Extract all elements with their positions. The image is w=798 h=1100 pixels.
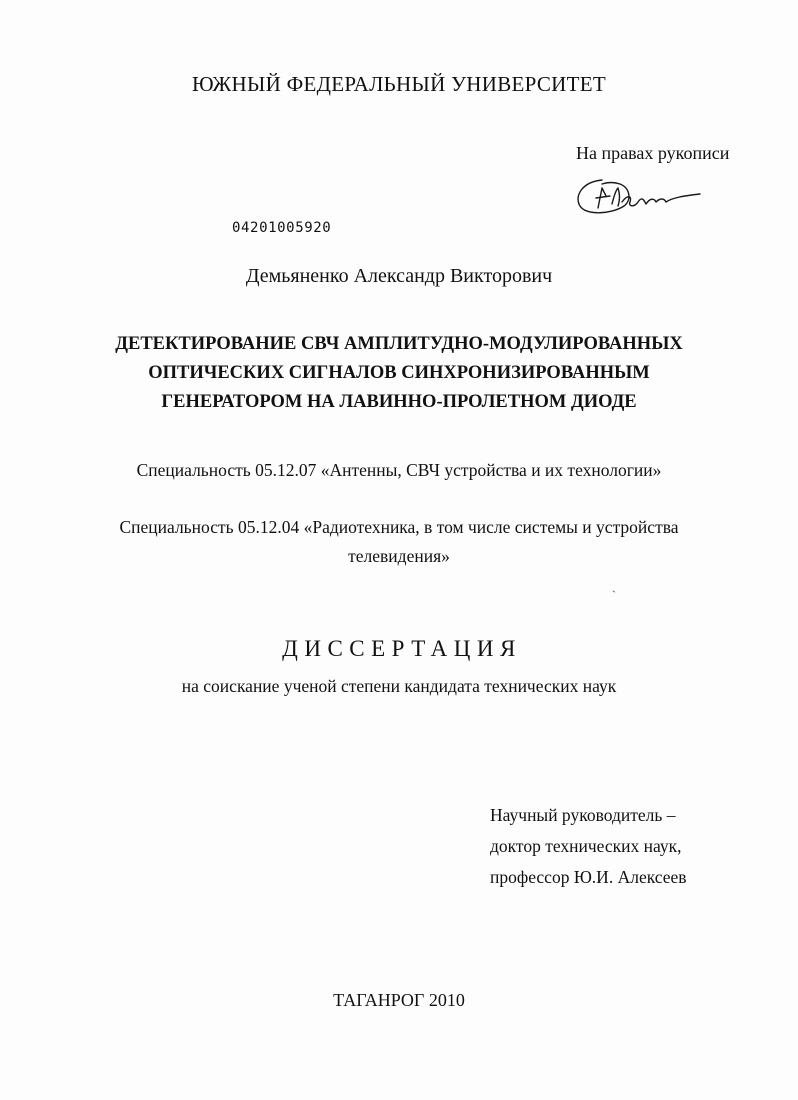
catalog-number: 04201005920 [232, 220, 332, 236]
specialty-second-line: телевидения» [348, 546, 450, 566]
specialty-second [0, 513, 798, 571]
document-type-heading: ДИССЕРТАЦИЯ [282, 636, 522, 661]
supervisor-role: Научный руководитель – [490, 805, 676, 825]
title-line: ГЕНЕРАТОРОМ НА ЛАВИННО-ПРОЛЕТНОМ ДИОДЕ [161, 392, 637, 412]
degree-sought: на соискание ученой степени кандидата технических наук [181, 676, 617, 696]
city-year: ТАГАНРОГ 2010 [333, 990, 465, 1010]
supervisor-block [490, 800, 687, 893]
supervisor-degree: доктор технических наук, [490, 836, 682, 856]
stray-pen-mark: ˋ [612, 588, 616, 602]
handwritten-signature [572, 166, 712, 222]
dissertation-title [0, 330, 798, 417]
title-line: ДЕТЕКТИРОВАНИЕ СВЧ АМПЛИТУДНО-МОДУЛИРОВАННЫХ [115, 334, 683, 354]
manuscript-note: На правах рукописи [576, 143, 730, 163]
author-name: Демьяненко Александр Викторович [245, 265, 553, 287]
specialty-first: Специальность 05.12.07 «Антенны, СВЧ устройства и их технологии» [136, 460, 662, 480]
title-line: ОПТИЧЕСКИХ СИГНАЛОВ СИНХРОНИЗИРОВАННЫМ [148, 363, 650, 383]
specialty-second-line: Специальность 05.12.04 «Радиотехника, в том числе системы и устройства [119, 517, 679, 537]
supervisor-name: профессор Ю.И. Алексеев [490, 867, 687, 887]
university-name: ЮЖНЫЙ ФЕДЕРАЛЬНЫЙ УНИВЕРСИТЕТ [191, 72, 607, 96]
